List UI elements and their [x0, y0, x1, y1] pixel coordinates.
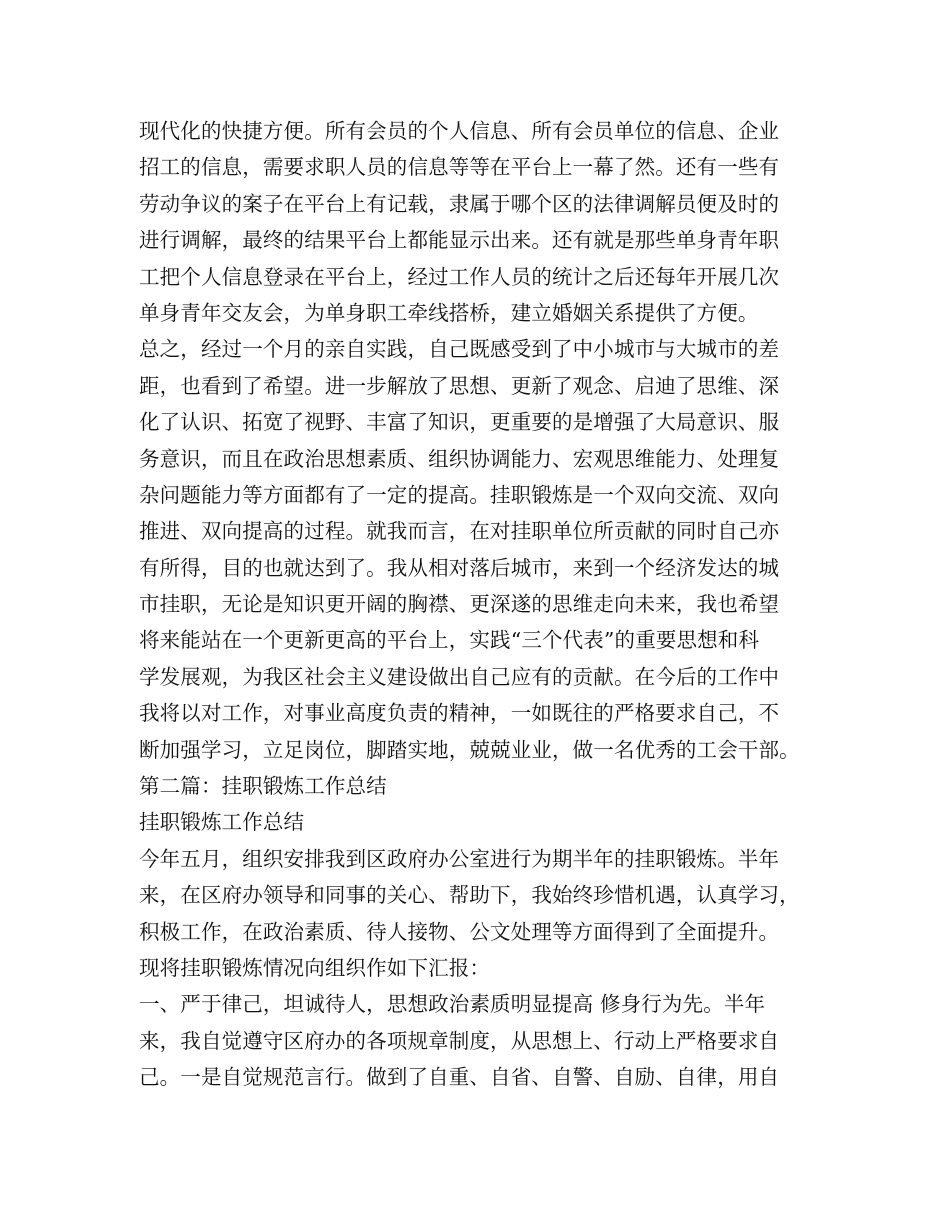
text-line: 务意识，而且在政治思想素质、组织协调能力、宏观思维能力、处理复 [139, 446, 780, 471]
text-line: 市挂职，无论是知识更开阔的胸襟、更深遂的思维走向未来，我也希望 [139, 592, 780, 617]
text-line: 劳动争议的案子在平台上有记载，隶属于哪个区的法律调解员便及时的 [139, 191, 780, 216]
text-line: 现代化的快捷方便。所有会员的个人信息、所有会员单位的信息、企业 [139, 119, 780, 143]
text-line: 招工的信息，需要求职人员的信息等等在平台上一幕了然。还有一些有 [139, 155, 780, 180]
text-line: 今年五月，组织安排我到区政府办公室进行为期半年的挂职锻炼。半年 [139, 846, 780, 871]
text-line: 杂问题能力等方面都有了一定的提高。挂职锻炼是一个双向交流、双向 [139, 482, 780, 507]
text-line: 己。一是自觉规范言行。做到了自重、自省、自警、自励、自律，用自 [139, 1065, 780, 1090]
text-line: 推进、双向提高的过程。就我而言，在对挂职单位所贡献的同时自己亦 [139, 519, 780, 544]
text-line: 学发展观，为我区社会主义建设做出自己应有的贡献。在今后的工作中 [139, 664, 780, 689]
text-line: 总之，经过一个月的亲自实践，自己既感受到了中小城市与大城市的差 [139, 337, 780, 362]
text-line: 积极工作，在政治素质、待人接物、公文处理等方面得到了全面提升。 [139, 919, 780, 944]
text-line: 断加强学习，立足岗位，脚踏实地，兢兢业业，做一名优秀的工会干部。 [139, 737, 800, 762]
text-line: 来，在区府办领导和同事的关心、帮助下，我始终珍惜机遇，认真学习， [139, 883, 800, 908]
text-line: 化了认识、拓宽了视野、丰富了知识，更重要的是增强了大局意识、服 [139, 410, 780, 435]
text-line: 一、严于律己，坦诚待人，思想政治素质明显提高 修身行为先。半年 [139, 992, 766, 1017]
document-body [139, 113, 829, 1096]
text-line: 现将挂职锻炼情况向组织作如下汇报： [139, 955, 491, 980]
document-title: 挂职锻炼工作总结 [139, 810, 305, 835]
text-line: 我将以对工作，对事业高度负责的精神，一如既往的严格要求自己，不 [139, 701, 780, 726]
text-line: 有所得，目的也就达到了。我从相对落后城市，来到一个经济发达的城 [139, 555, 780, 580]
text-line: 来，我自觉遵守区府办的各项规章制度，从思想上、行动上严格要求自 [139, 1028, 780, 1053]
text-line: 进行调解，最终的结果平台上都能显示出来。还有就是那些单身青年职 [139, 228, 780, 253]
text-line: 将来能站在一个更新更高的平台上，实践“三个代表”的重要思想和科 [139, 628, 760, 653]
text-line: 单身青年交友会，为单身职工牵线搭桥，建立婚姻关系提供了方便。 [139, 300, 759, 325]
text-line: 工把个人信息登录在平台上，经过工作人员的统计之后还每年开展几次 [139, 264, 780, 289]
text-line: 距，也看到了希望。进一步解放了思想、更新了观念、启迪了思维、深 [139, 373, 780, 398]
section-heading: 第二篇：挂职锻炼工作总结 [139, 774, 387, 799]
